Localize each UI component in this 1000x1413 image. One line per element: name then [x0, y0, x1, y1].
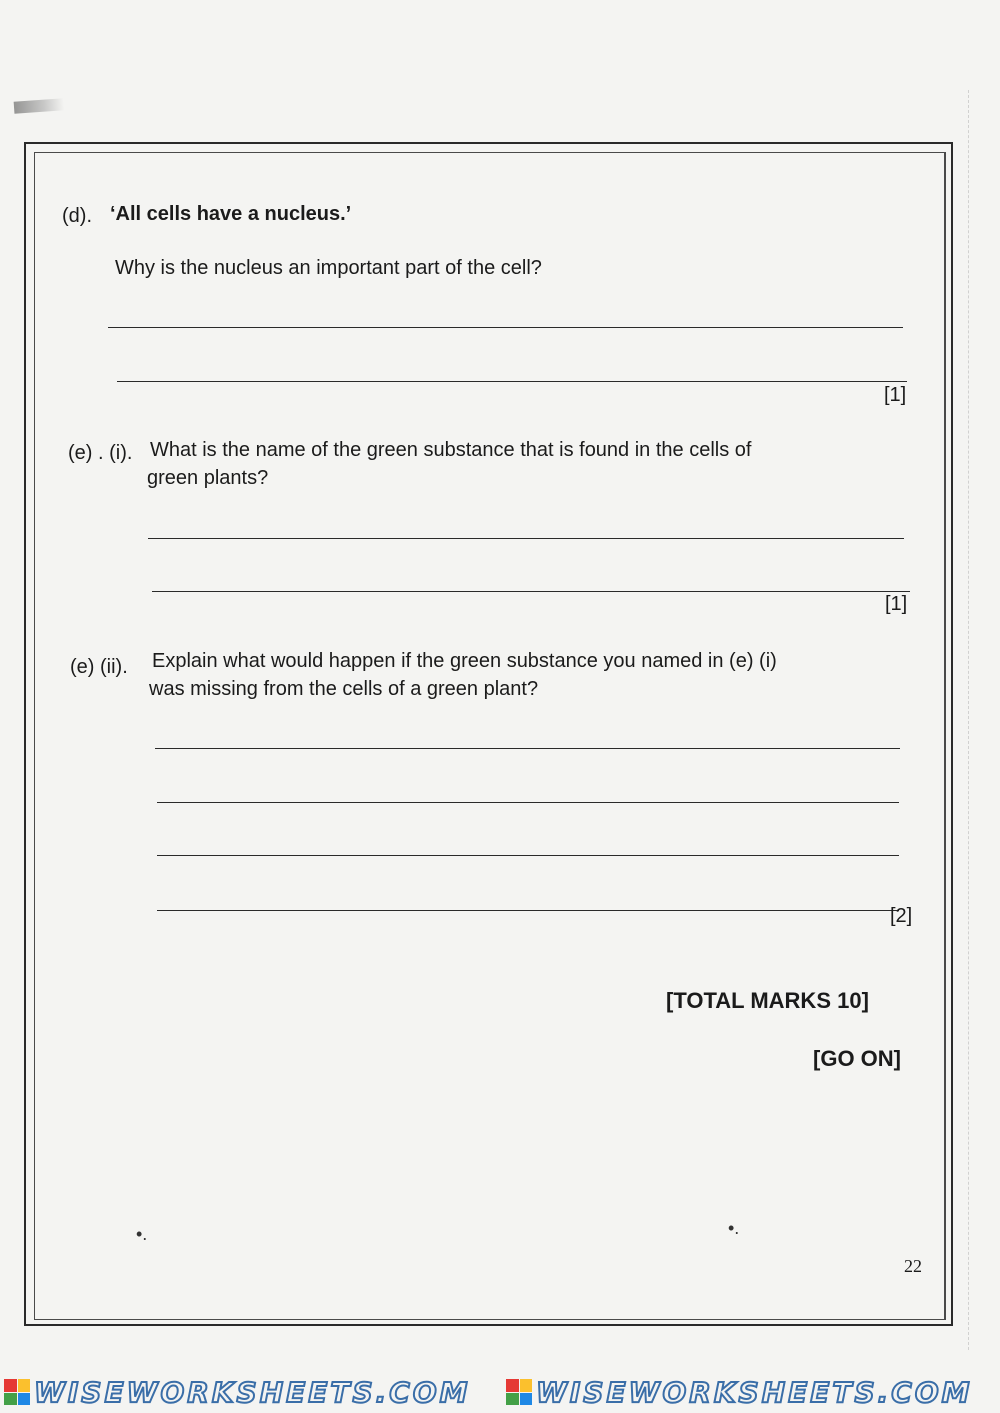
question-e-ii-marks: [2]	[890, 905, 913, 927]
answer-line-e-ii-1[interactable]	[155, 748, 900, 749]
watermark-banner-1	[4, 1372, 471, 1412]
go-on-label: [GO ON]	[813, 1046, 901, 1071]
answer-line-e-ii-3[interactable]	[157, 855, 899, 856]
question-e-i-prompt-line1: What is the name of the green substance that is found in the cells of	[150, 439, 752, 461]
question-e-ii-prompt-line1: Explain what would happen if the green substance you named in (e) (i)	[152, 650, 777, 672]
scan-smudge	[14, 98, 65, 113]
answer-line-d-2[interactable]	[117, 381, 907, 382]
watermark-text-2: WISEWORKSHEETS.COM	[536, 1375, 973, 1409]
wiseworksheets-logo-icon	[4, 1379, 30, 1405]
page-number: 22	[904, 1256, 922, 1276]
question-e-i-label: (e) . (i).	[68, 442, 133, 464]
question-e-i-prompt-line2: green plants?	[147, 467, 269, 489]
answer-line-d-1[interactable]	[108, 327, 903, 328]
scan-edge-artifact	[968, 90, 989, 1350]
scan-dots-left: •.	[136, 1224, 148, 1244]
watermark-text-1: WISEWORKSHEETS.COM	[34, 1375, 471, 1409]
answer-line-e-ii-4[interactable]	[157, 910, 899, 911]
total-marks: [TOTAL MARKS 10]	[666, 988, 869, 1013]
question-d-prompt: Why is the nucleus an important part of the cell?	[115, 257, 542, 279]
question-d-label: (d).	[62, 205, 92, 227]
wiseworksheets-logo-icon	[506, 1379, 532, 1405]
question-e-ii-prompt-line2: was missing from the cells of a green plant?	[149, 678, 539, 700]
answer-line-e-i-1[interactable]	[148, 538, 904, 539]
question-e-ii-label: (e) (ii).	[70, 656, 128, 678]
watermark-banner-2	[506, 1372, 973, 1412]
scan-dots-right: •.	[728, 1218, 740, 1238]
question-d-statement: ‘All cells have a nucleus.’	[110, 203, 352, 225]
question-e-i-marks: [1]	[885, 593, 908, 615]
question-d-marks: [1]	[884, 384, 907, 406]
answer-line-e-ii-2[interactable]	[157, 802, 899, 803]
answer-line-e-i-2[interactable]	[152, 591, 910, 592]
